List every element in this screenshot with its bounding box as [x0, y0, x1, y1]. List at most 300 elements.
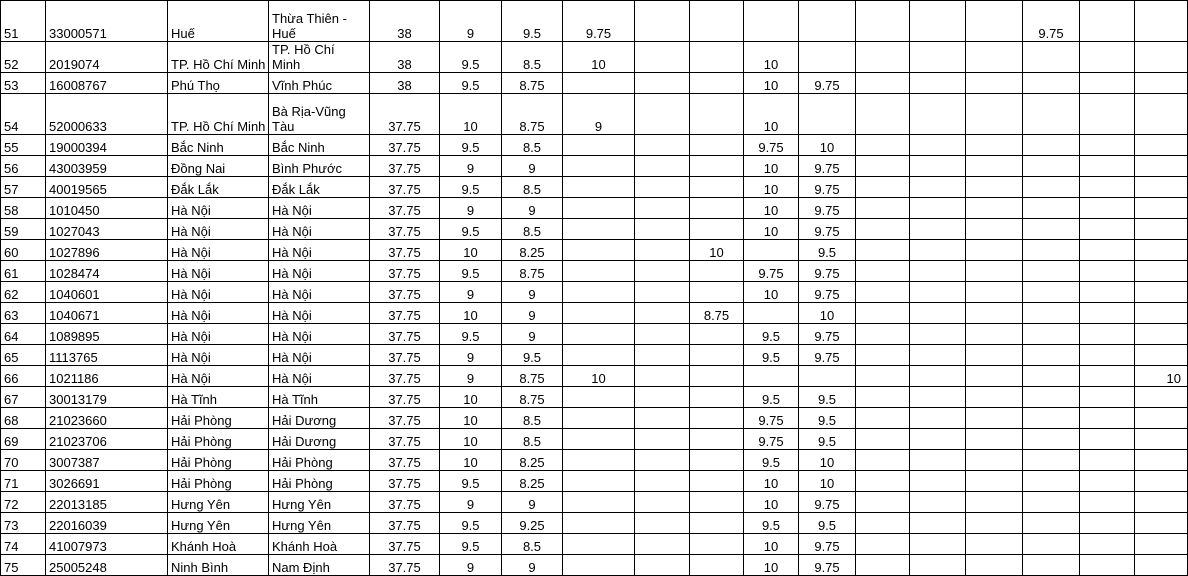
- cell-index: 52: [1, 42, 46, 73]
- cell-score: [910, 429, 966, 450]
- cell-total: 38: [370, 42, 440, 73]
- cell-score: [910, 261, 966, 282]
- cell-score: 10: [744, 42, 799, 73]
- cell-candidate-id: 1027896: [46, 240, 168, 261]
- cell-score: [910, 135, 966, 156]
- cell-score: [1023, 366, 1080, 387]
- cell-candidate-id: 43003959: [46, 156, 168, 177]
- cell-score: 10: [744, 534, 799, 555]
- cell-place-a: Hải Phòng: [168, 408, 269, 429]
- cell-score: [635, 156, 690, 177]
- cell-place-a: Hải Phòng: [168, 471, 269, 492]
- cell-empty: [1080, 261, 1135, 282]
- cell-score: 10: [799, 135, 856, 156]
- cell-score: [799, 42, 856, 73]
- cell-empty: [1080, 408, 1135, 429]
- cell-score: [690, 534, 744, 555]
- cell-score: 9.5: [440, 471, 502, 492]
- cell-score: 9.5: [744, 513, 799, 534]
- cell-score: 9.5: [502, 345, 563, 366]
- cell-total: 37.75: [370, 366, 440, 387]
- cell-score: [1135, 156, 1188, 177]
- cell-empty: [966, 156, 1023, 177]
- cell-score: [635, 73, 690, 94]
- cell-score: [1023, 408, 1080, 429]
- cell-score: 9.5: [799, 408, 856, 429]
- cell-empty: [1080, 324, 1135, 345]
- table-row: [1, 366, 1188, 387]
- cell-score: [1135, 303, 1188, 324]
- table-row: [1, 324, 1188, 345]
- cell-score: 8.5: [502, 534, 563, 555]
- cell-empty: [1080, 198, 1135, 219]
- cell-score: [563, 282, 635, 303]
- cell-candidate-id: 1040601: [46, 282, 168, 303]
- cell-score: 8.5: [502, 42, 563, 73]
- cell-score: [690, 1, 744, 42]
- cell-place-b: Hà Nội: [269, 282, 370, 303]
- cell-score: [856, 261, 910, 282]
- cell-score: [563, 198, 635, 219]
- cell-score: [563, 555, 635, 576]
- cell-empty: [1080, 513, 1135, 534]
- cell-score: 10: [1135, 366, 1188, 387]
- cell-candidate-id: 1113765: [46, 345, 168, 366]
- table-row: [1, 135, 1188, 156]
- cell-score: [690, 513, 744, 534]
- cell-score: [1023, 513, 1080, 534]
- cell-place-b: Bắc Ninh: [269, 135, 370, 156]
- cell-score: 9.5: [502, 1, 563, 42]
- cell-score: [635, 135, 690, 156]
- cell-score: 8.75: [502, 261, 563, 282]
- cell-score: [635, 324, 690, 345]
- cell-score: [690, 450, 744, 471]
- cell-empty: [1080, 135, 1135, 156]
- cell-score: [910, 387, 966, 408]
- cell-place-b: Vĩnh Phúc: [269, 73, 370, 94]
- cell-score: 9.75: [744, 261, 799, 282]
- cell-empty: [1080, 387, 1135, 408]
- cell-score: [563, 219, 635, 240]
- cell-score: [635, 429, 690, 450]
- cell-index: 63: [1, 303, 46, 324]
- cell-score: [856, 94, 910, 135]
- cell-candidate-id: 3007387: [46, 450, 168, 471]
- cell-place-a: TP. Hồ Chí Minh: [168, 42, 269, 73]
- cell-score: 9.75: [799, 219, 856, 240]
- cell-score: [856, 429, 910, 450]
- cell-score: [635, 450, 690, 471]
- cell-score: [856, 240, 910, 261]
- cell-score: 9.75: [799, 345, 856, 366]
- cell-score: [1135, 471, 1188, 492]
- cell-score: 9.75: [563, 1, 635, 42]
- cell-score: [635, 408, 690, 429]
- table-row: [1, 345, 1188, 366]
- cell-score: 9.75: [799, 555, 856, 576]
- cell-score: 8.5: [502, 177, 563, 198]
- cell-score: 9.75: [799, 198, 856, 219]
- cell-score: 8.5: [502, 408, 563, 429]
- cell-score: 8.5: [502, 429, 563, 450]
- cell-empty: [966, 282, 1023, 303]
- cell-score: 9.75: [799, 156, 856, 177]
- cell-total: 38: [370, 1, 440, 42]
- cell-score: 10: [744, 73, 799, 94]
- cell-score: [690, 42, 744, 73]
- cell-index: 72: [1, 492, 46, 513]
- table-row: [1, 534, 1188, 555]
- cell-empty: [1080, 345, 1135, 366]
- cell-score: [1135, 345, 1188, 366]
- cell-score: [744, 240, 799, 261]
- cell-place-a: Hà Nội: [168, 345, 269, 366]
- table-row: [1, 240, 1188, 261]
- cell-score: 10: [799, 450, 856, 471]
- cell-score: 8.5: [502, 219, 563, 240]
- cell-score: 9.5: [440, 324, 502, 345]
- cell-score: [635, 261, 690, 282]
- cell-score: 9.75: [744, 429, 799, 450]
- cell-place-b: Thừa Thiên -Huế: [269, 1, 370, 42]
- cell-total: 37.75: [370, 492, 440, 513]
- cell-score: [690, 555, 744, 576]
- cell-score: [1023, 94, 1080, 135]
- cell-place-a: Bắc Ninh: [168, 135, 269, 156]
- cell-index: 67: [1, 387, 46, 408]
- table-row: [1, 471, 1188, 492]
- cell-empty: [1080, 555, 1135, 576]
- cell-score: [744, 1, 799, 42]
- cell-score: [1023, 156, 1080, 177]
- cell-score: [563, 156, 635, 177]
- cell-score: [1023, 492, 1080, 513]
- cell-score: 9.5: [440, 135, 502, 156]
- cell-score: [1023, 198, 1080, 219]
- cell-empty: [1080, 303, 1135, 324]
- cell-place-a: TP. Hồ Chí Minh: [168, 94, 269, 135]
- cell-index: 53: [1, 73, 46, 94]
- cell-candidate-id: 33000571: [46, 1, 168, 42]
- cell-score: [635, 345, 690, 366]
- cell-score: [563, 73, 635, 94]
- cell-score: [856, 345, 910, 366]
- cell-score: 9: [440, 345, 502, 366]
- cell-score: [856, 73, 910, 94]
- cell-score: 10: [744, 156, 799, 177]
- cell-place-b: Hải Dương: [269, 408, 370, 429]
- cell-score: [635, 1, 690, 42]
- cell-score: 9.75: [799, 534, 856, 555]
- cell-score: [635, 198, 690, 219]
- cell-score: [563, 261, 635, 282]
- cell-empty: [966, 450, 1023, 471]
- cell-score: [690, 429, 744, 450]
- table-row: [1, 219, 1188, 240]
- cell-score: 8.75: [502, 387, 563, 408]
- cell-place-b: Hà Nội: [269, 219, 370, 240]
- cell-score: [1023, 219, 1080, 240]
- cell-score: [563, 492, 635, 513]
- cell-empty: [966, 555, 1023, 576]
- cell-score: [635, 555, 690, 576]
- cell-score: [910, 282, 966, 303]
- cell-candidate-id: 19000394: [46, 135, 168, 156]
- cell-score: [1023, 450, 1080, 471]
- cell-candidate-id: 3026691: [46, 471, 168, 492]
- cell-candidate-id: 1089895: [46, 324, 168, 345]
- cell-score: 9: [502, 303, 563, 324]
- cell-candidate-id: 22016039: [46, 513, 168, 534]
- cell-candidate-id: 21023660: [46, 408, 168, 429]
- cell-empty: [966, 261, 1023, 282]
- cell-empty: [966, 408, 1023, 429]
- cell-score: 10: [744, 94, 799, 135]
- cell-empty: [966, 303, 1023, 324]
- cell-candidate-id: 21023706: [46, 429, 168, 450]
- cell-place-a: Hà Nội: [168, 261, 269, 282]
- cell-score: 9: [440, 1, 502, 42]
- cell-total: 37.75: [370, 450, 440, 471]
- cell-score: 9.5: [440, 177, 502, 198]
- cell-score: 9: [502, 156, 563, 177]
- cell-score: [856, 219, 910, 240]
- cell-score: 9.5: [744, 345, 799, 366]
- cell-score: [690, 408, 744, 429]
- cell-score: [910, 240, 966, 261]
- cell-score: [1023, 240, 1080, 261]
- cell-score: [1023, 387, 1080, 408]
- cell-score: [910, 324, 966, 345]
- cell-score: 9: [563, 94, 635, 135]
- cell-index: 54: [1, 94, 46, 135]
- cell-score: [910, 303, 966, 324]
- cell-empty: [1080, 282, 1135, 303]
- table-row: [1, 408, 1188, 429]
- cell-score: [690, 73, 744, 94]
- cell-place-a: Hải Phòng: [168, 429, 269, 450]
- cell-empty: [1080, 42, 1135, 73]
- cell-empty: [966, 471, 1023, 492]
- cell-index: 70: [1, 450, 46, 471]
- cell-score: [856, 282, 910, 303]
- cell-empty: [1080, 240, 1135, 261]
- cell-score: [690, 156, 744, 177]
- cell-score: 9: [440, 198, 502, 219]
- table-row: [1, 429, 1188, 450]
- cell-place-a: Hà Nội: [168, 366, 269, 387]
- cell-place-b: Nam Định: [269, 555, 370, 576]
- cell-score: 10: [440, 387, 502, 408]
- cell-total: 37.75: [370, 513, 440, 534]
- cell-place-a: Hà Nội: [168, 219, 269, 240]
- cell-score: [563, 240, 635, 261]
- cell-place-b: Hà Nội: [269, 366, 370, 387]
- cell-total: 37.75: [370, 534, 440, 555]
- cell-score: [856, 366, 910, 387]
- cell-total: 37.75: [370, 156, 440, 177]
- cell-score: 10: [440, 429, 502, 450]
- cell-score: [1023, 261, 1080, 282]
- cell-score: [1023, 73, 1080, 94]
- cell-place-b: Khánh Hoà: [269, 534, 370, 555]
- cell-total: 37.75: [370, 135, 440, 156]
- cell-score: 10: [744, 198, 799, 219]
- cell-place-a: Hà Nội: [168, 240, 269, 261]
- cell-score: 9.5: [440, 73, 502, 94]
- cell-score: [690, 324, 744, 345]
- cell-score: 10: [744, 555, 799, 576]
- cell-score: 10: [440, 408, 502, 429]
- cell-score: [1135, 219, 1188, 240]
- cell-empty: [1080, 1, 1135, 42]
- cell-score: [1135, 177, 1188, 198]
- cell-empty: [1080, 450, 1135, 471]
- cell-index: 73: [1, 513, 46, 534]
- cell-score: [635, 219, 690, 240]
- cell-score: [856, 408, 910, 429]
- cell-score: [690, 261, 744, 282]
- table-row: [1, 177, 1188, 198]
- cell-score: [856, 513, 910, 534]
- cell-score: 9: [502, 282, 563, 303]
- cell-empty: [966, 177, 1023, 198]
- cell-score: [856, 450, 910, 471]
- cell-total: 37.75: [370, 282, 440, 303]
- cell-score: 9.5: [440, 513, 502, 534]
- cell-score: [910, 198, 966, 219]
- cell-total: 38: [370, 73, 440, 94]
- cell-score: [744, 303, 799, 324]
- cell-score: [1023, 135, 1080, 156]
- cell-total: 37.75: [370, 324, 440, 345]
- cell-place-b: TP. Hồ Chí Minh: [269, 42, 370, 73]
- cell-score: 9: [502, 324, 563, 345]
- cell-empty: [966, 492, 1023, 513]
- cell-empty: [966, 73, 1023, 94]
- cell-total: 37.75: [370, 408, 440, 429]
- table-row: [1, 94, 1188, 135]
- cell-score: 9.5: [744, 450, 799, 471]
- cell-score: 10: [440, 94, 502, 135]
- cell-score: 9: [502, 198, 563, 219]
- cell-score: [910, 345, 966, 366]
- cell-score: [910, 73, 966, 94]
- cell-candidate-id: 40019565: [46, 177, 168, 198]
- cell-score: 9: [440, 156, 502, 177]
- cell-score: 9.75: [1023, 1, 1080, 42]
- cell-score: [1135, 198, 1188, 219]
- cell-score: [563, 534, 635, 555]
- cell-place-b: Hà Nội: [269, 198, 370, 219]
- cell-score: [635, 471, 690, 492]
- cell-place-b: Hà Tĩnh: [269, 387, 370, 408]
- cell-empty: [966, 94, 1023, 135]
- cell-index: 64: [1, 324, 46, 345]
- cell-empty: [1080, 492, 1135, 513]
- cell-total: 37.75: [370, 198, 440, 219]
- cell-place-a: Hà Tĩnh: [168, 387, 269, 408]
- cell-score: [1135, 555, 1188, 576]
- cell-empty: [966, 345, 1023, 366]
- cell-score: [1135, 408, 1188, 429]
- cell-score: 9: [440, 555, 502, 576]
- cell-score: [1135, 73, 1188, 94]
- cell-score: [1023, 177, 1080, 198]
- cell-score: 9.75: [799, 282, 856, 303]
- cell-place-a: Hưng Yên: [168, 513, 269, 534]
- cell-score: 10: [563, 366, 635, 387]
- cell-total: 37.75: [370, 345, 440, 366]
- cell-score: [690, 135, 744, 156]
- cell-score: [1023, 303, 1080, 324]
- cell-score: [799, 1, 856, 42]
- cell-empty: [1080, 366, 1135, 387]
- cell-candidate-id: 2019074: [46, 42, 168, 73]
- cell-score: 9: [440, 492, 502, 513]
- cell-empty: [966, 1, 1023, 42]
- cell-score: [856, 198, 910, 219]
- table-row: [1, 282, 1188, 303]
- cell-place-a: Hưng Yên: [168, 492, 269, 513]
- cell-score: [910, 534, 966, 555]
- table-row: [1, 450, 1188, 471]
- cell-score: [563, 345, 635, 366]
- cell-score: [635, 282, 690, 303]
- cell-score: [563, 429, 635, 450]
- cell-candidate-id: 22013185: [46, 492, 168, 513]
- cell-score: [910, 408, 966, 429]
- cell-score: [910, 42, 966, 73]
- cell-score: [635, 534, 690, 555]
- cell-empty: [966, 219, 1023, 240]
- cell-empty: [966, 198, 1023, 219]
- cell-place-b: Hải Dương: [269, 429, 370, 450]
- cell-score: 10: [744, 282, 799, 303]
- cell-score: [1023, 555, 1080, 576]
- cell-score: [690, 366, 744, 387]
- cell-score: [563, 450, 635, 471]
- cell-score: 10: [563, 42, 635, 73]
- cell-score: [635, 513, 690, 534]
- results-table-body: [1, 1, 1188, 576]
- cell-score: [1135, 240, 1188, 261]
- cell-score: [690, 219, 744, 240]
- cell-score: 9.5: [440, 261, 502, 282]
- cell-score: [563, 324, 635, 345]
- cell-empty: [966, 366, 1023, 387]
- cell-place-b: Hà Nội: [269, 324, 370, 345]
- cell-index: 65: [1, 345, 46, 366]
- cell-score: 9.75: [799, 261, 856, 282]
- cell-candidate-id: 1021186: [46, 366, 168, 387]
- cell-place-a: Hà Nội: [168, 324, 269, 345]
- cell-empty: [966, 387, 1023, 408]
- cell-index: 57: [1, 177, 46, 198]
- cell-index: 51: [1, 1, 46, 42]
- cell-score: 10: [744, 219, 799, 240]
- cell-place-b: Hà Nội: [269, 261, 370, 282]
- cell-score: [1135, 450, 1188, 471]
- cell-score: [1023, 534, 1080, 555]
- cell-score: 8.5: [502, 135, 563, 156]
- cell-candidate-id: 41007973: [46, 534, 168, 555]
- cell-score: [635, 177, 690, 198]
- cell-score: [635, 492, 690, 513]
- cell-score: [635, 387, 690, 408]
- cell-score: 9.5: [799, 240, 856, 261]
